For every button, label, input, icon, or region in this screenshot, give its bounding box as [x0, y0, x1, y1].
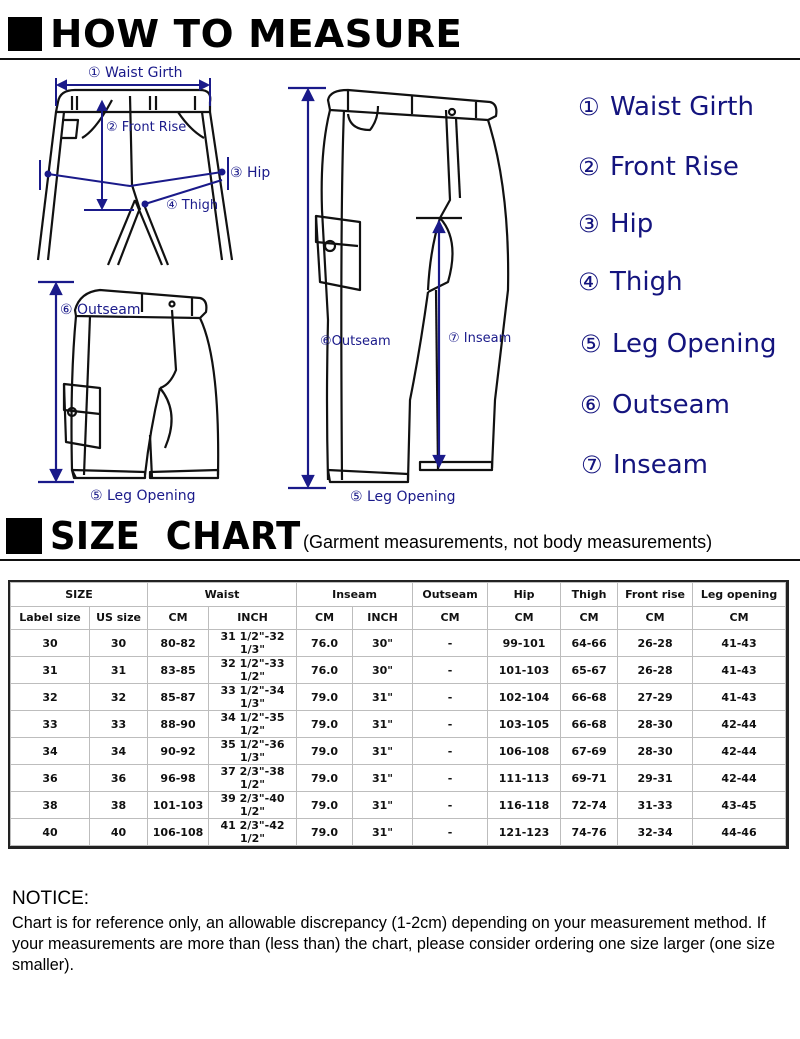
- table-row: [11, 792, 786, 819]
- legend-label: Thigh: [610, 267, 683, 297]
- cell-waist-cm: 101-103: [148, 792, 209, 819]
- cell-waist-cm: 96-98: [148, 765, 209, 792]
- header-thigh: Thigh: [561, 583, 618, 607]
- circled-number-icon: ⑦: [581, 451, 603, 479]
- cell-waist-inch: 31 1/2"-32 1/3": [209, 630, 297, 657]
- table-row: [11, 738, 786, 765]
- cell-us-size: 31: [90, 657, 148, 684]
- pants-outseam-label: ⑥Outseam: [320, 334, 391, 349]
- size-chart-table: [8, 580, 789, 849]
- cell-leg-opening-cm: 42-44: [693, 711, 786, 738]
- cell-waist-inch: 39 2/3"-40 1/2": [209, 792, 297, 819]
- black-square-icon: [8, 17, 42, 51]
- header-inseam: Inseam: [297, 583, 413, 607]
- cell-inseam-cm: 76.0: [297, 630, 353, 657]
- cell-inseam-inch: 31": [353, 711, 413, 738]
- cell-front-rise-cm: 31-33: [618, 792, 693, 819]
- cell-thigh-cm: 66-68: [561, 711, 618, 738]
- subheader-thigh-cm: CM: [561, 606, 618, 630]
- circled-number-icon: ③: [578, 210, 600, 238]
- waist-girth-label: ① Waist Girth: [88, 65, 183, 81]
- cell-thigh-cm: 74-76: [561, 819, 618, 846]
- how-to-measure-header: [0, 0, 800, 62]
- cell-inseam-cm: 79.0: [297, 738, 353, 765]
- shorts-leg-opening-label: ⑤ Leg Opening: [90, 488, 196, 504]
- cell-waist-cm: 88-90: [148, 711, 209, 738]
- cell-waist-inch: 35 1/2"-36 1/3": [209, 738, 297, 765]
- notice-section: [12, 888, 792, 976]
- subheader-hip-cm: CM: [488, 606, 561, 630]
- long-pants-diagram: [280, 70, 540, 510]
- cell-front-rise-cm: 27-29: [618, 684, 693, 711]
- subheader-label-size: Label size: [11, 606, 90, 630]
- cell-label-size: 40: [11, 819, 90, 846]
- cell-thigh-cm: 67-69: [561, 738, 618, 765]
- cell-outseam-cm: -: [413, 630, 488, 657]
- subheader-inseam-cm: CM: [297, 606, 353, 630]
- sub-header-row: [11, 606, 786, 630]
- table-row: [11, 819, 786, 846]
- cell-front-rise-cm: 28-30: [618, 738, 693, 765]
- cell-hip-cm: 116-118: [488, 792, 561, 819]
- hip-label: ③ Hip: [230, 165, 271, 181]
- pants-inseam-label: ⑦ Inseam: [448, 331, 512, 346]
- legend-label: Front Rise: [610, 152, 739, 182]
- front-rise-label: ② Front Rise: [106, 120, 187, 135]
- header-size: SIZE: [11, 583, 148, 607]
- cell-outseam-cm: -: [413, 684, 488, 711]
- cell-inseam-cm: 79.0: [297, 684, 353, 711]
- cell-waist-inch: 34 1/2"-35 1/2": [209, 711, 297, 738]
- subheader-front-rise-cm: CM: [618, 606, 693, 630]
- divider: [0, 559, 800, 561]
- thigh-label: ④ Thigh: [166, 198, 219, 213]
- subheader-us-size: US size: [90, 606, 148, 630]
- size-chart-subtitle: (Garment measurements, not body measurements): [303, 532, 713, 552]
- cell-inseam-inch: 31": [353, 738, 413, 765]
- cell-label-size: 36: [11, 765, 90, 792]
- subheader-inseam-inch: INCH: [353, 606, 413, 630]
- cell-hip-cm: 99-101: [488, 630, 561, 657]
- cell-inseam-inch: 30": [353, 657, 413, 684]
- shorts-illustration: [0, 270, 290, 510]
- cell-us-size: 40: [90, 819, 148, 846]
- circled-number-icon: ⑤: [580, 330, 602, 358]
- cell-leg-opening-cm: 41-43: [693, 657, 786, 684]
- cell-front-rise-cm: 29-31: [618, 765, 693, 792]
- front-view-pants-diagram: [0, 60, 290, 270]
- table-row: [11, 630, 786, 657]
- cell-leg-opening-cm: 44-46: [693, 819, 786, 846]
- cell-waist-inch: 37 2/3"-38 1/2": [209, 765, 297, 792]
- cell-inseam-inch: 30": [353, 630, 413, 657]
- legend-label: Leg Opening: [612, 329, 777, 359]
- pants-leg-opening-label: ⑤ Leg Opening: [350, 489, 456, 505]
- cell-waist-cm: 85-87: [148, 684, 209, 711]
- header-hip: Hip: [488, 583, 561, 607]
- table-row: [11, 684, 786, 711]
- legend-label: Inseam: [613, 450, 708, 480]
- group-header-row: [11, 583, 786, 607]
- table-row: [11, 711, 786, 738]
- section-title: HOW TO MEASURE: [50, 12, 463, 56]
- cell-front-rise-cm: 26-28: [618, 630, 693, 657]
- legend-item-hip: [578, 209, 653, 239]
- subheader-outseam-cm: CM: [413, 606, 488, 630]
- cell-label-size: 32: [11, 684, 90, 711]
- cell-hip-cm: 101-103: [488, 657, 561, 684]
- legend-item-thigh: [578, 267, 683, 297]
- cell-front-rise-cm: 28-30: [618, 711, 693, 738]
- cell-us-size: 36: [90, 765, 148, 792]
- cell-inseam-inch: 31": [353, 684, 413, 711]
- cell-inseam-inch: 31": [353, 792, 413, 819]
- cell-label-size: 31: [11, 657, 90, 684]
- cell-front-rise-cm: 26-28: [618, 657, 693, 684]
- cell-outseam-cm: -: [413, 819, 488, 846]
- cell-inseam-cm: 79.0: [297, 792, 353, 819]
- cell-us-size: 30: [90, 630, 148, 657]
- cell-us-size: 38: [90, 792, 148, 819]
- cell-us-size: 33: [90, 711, 148, 738]
- cell-hip-cm: 103-105: [488, 711, 561, 738]
- cell-leg-opening-cm: 43-45: [693, 792, 786, 819]
- header-waist: Waist: [148, 583, 297, 607]
- cell-waist-inch: 33 1/2"-34 1/3": [209, 684, 297, 711]
- cell-inseam-cm: 79.0: [297, 765, 353, 792]
- circled-number-icon: ②: [578, 153, 600, 181]
- circled-number-icon: ⑥: [580, 391, 602, 419]
- cell-waist-cm: 106-108: [148, 819, 209, 846]
- legend-item-leg-opening: [580, 329, 776, 359]
- notice-title: NOTICE:: [12, 888, 90, 909]
- cell-inseam-cm: 79.0: [297, 819, 353, 846]
- cell-label-size: 30: [11, 630, 90, 657]
- cell-leg-opening-cm: 42-44: [693, 765, 786, 792]
- cell-thigh-cm: 65-67: [561, 657, 618, 684]
- legend-label: Outseam: [612, 390, 730, 420]
- header-front-rise: Front rise: [618, 583, 693, 607]
- cell-leg-opening-cm: 41-43: [693, 684, 786, 711]
- cell-us-size: 32: [90, 684, 148, 711]
- cell-thigh-cm: 64-66: [561, 630, 618, 657]
- cell-waist-inch: 32 1/2"-33 1/2": [209, 657, 297, 684]
- circled-number-icon: ④: [578, 268, 600, 296]
- cell-front-rise-cm: 32-34: [618, 819, 693, 846]
- cell-hip-cm: 102-104: [488, 684, 561, 711]
- circled-number-icon: ①: [578, 93, 600, 121]
- subheader-waist-inch: INCH: [209, 606, 297, 630]
- cell-thigh-cm: 66-68: [561, 684, 618, 711]
- legend-item-outseam: [580, 390, 730, 420]
- cell-leg-opening-cm: 42-44: [693, 738, 786, 765]
- cell-hip-cm: 106-108: [488, 738, 561, 765]
- cell-outseam-cm: -: [413, 765, 488, 792]
- cell-inseam-cm: 79.0: [297, 711, 353, 738]
- legend-label: Waist Girth: [610, 92, 754, 122]
- cell-label-size: 38: [11, 792, 90, 819]
- shorts-outseam-label: ⑥ Outseam: [60, 302, 141, 318]
- cell-outseam-cm: -: [413, 738, 488, 765]
- cell-waist-inch: 41 2/3"-42 1/2": [209, 819, 297, 846]
- cell-us-size: 34: [90, 738, 148, 765]
- cell-waist-cm: 90-92: [148, 738, 209, 765]
- legend-item-front-rise: [578, 152, 739, 182]
- cell-label-size: 34: [11, 738, 90, 765]
- cell-waist-cm: 80-82: [148, 630, 209, 657]
- size-chart-header: [0, 510, 800, 565]
- legend-item-inseam: [581, 450, 708, 480]
- cell-label-size: 33: [11, 711, 90, 738]
- table-row: [11, 765, 786, 792]
- cell-thigh-cm: 69-71: [561, 765, 618, 792]
- notice-body: Chart is for reference only, an allowable discrepancy (1-2cm) depending on your measurement method. If your measurements are more than (less than) the chart, please consider ordering one size larger (one size smaller).: [12, 914, 775, 974]
- long-pants-illustration: [280, 70, 540, 510]
- cell-inseam-inch: 31": [353, 765, 413, 792]
- black-square-icon: [6, 518, 42, 554]
- section-title: SIZE CHART: [50, 514, 301, 558]
- legend-item-waist-girth: [578, 92, 754, 122]
- subheader-leg-opening-cm: CM: [693, 606, 786, 630]
- subheader-waist-cm: CM: [148, 606, 209, 630]
- cell-inseam-cm: 76.0: [297, 657, 353, 684]
- legend-label: Hip: [610, 209, 654, 239]
- cell-hip-cm: 121-123: [488, 819, 561, 846]
- cell-outseam-cm: -: [413, 711, 488, 738]
- cell-outseam-cm: -: [413, 657, 488, 684]
- header-outseam: Outseam: [413, 583, 488, 607]
- table-row: [11, 657, 786, 684]
- cell-inseam-inch: 31": [353, 819, 413, 846]
- cell-hip-cm: 111-113: [488, 765, 561, 792]
- cell-outseam-cm: -: [413, 792, 488, 819]
- cell-thigh-cm: 72-74: [561, 792, 618, 819]
- header-leg-opening: Leg opening: [693, 583, 786, 607]
- shorts-diagram: [0, 270, 290, 510]
- cell-leg-opening-cm: 41-43: [693, 630, 786, 657]
- cell-waist-cm: 83-85: [148, 657, 209, 684]
